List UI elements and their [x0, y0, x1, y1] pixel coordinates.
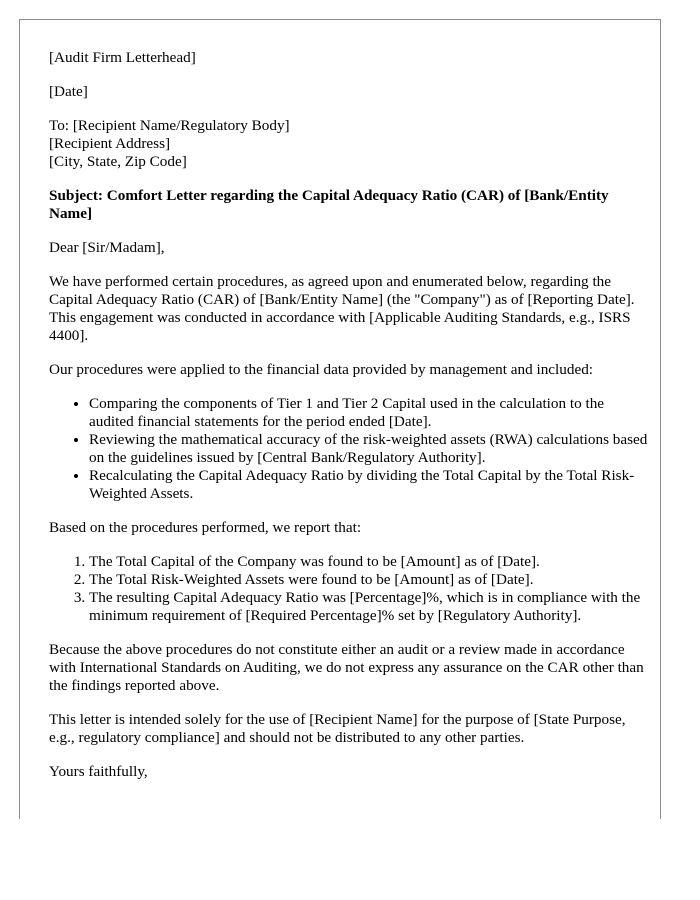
letter-body — [49, 49, 649, 797]
salutation: Dear [Sir/Madam], — [49, 239, 165, 256]
letterhead: [Audit Firm Letterhead] — [49, 49, 196, 66]
procedure-item: • Comparing the components of Tier 1 and Tier 2 Capital used in the calculation to the audited financial statements for the period ended [Date]. — [89, 395, 649, 431]
findings-list — [49, 553, 649, 625]
finding-item: 3. The resulting Capital Adequacy Ratio was [Percentage]%, which is in compliance with the minimum requirement of [Required Percentage]% set by [Regulatory Authority]. — [89, 589, 649, 625]
letter-date: [Date] — [49, 83, 88, 100]
procedures-intro: Our procedures were applied to the financial data provided by management and included: — [49, 361, 594, 378]
finding-item: 1. The Total Capital of the Company was found to be [Amount] as of [Date]. — [89, 553, 649, 571]
restriction-paragraph: This letter is intended solely for the use of [Recipient Name] for the purpose of [State Purpose, e.g., regulatory compliance] and should not be distributed to any other parties. — [49, 711, 626, 746]
recipient-address: [Recipient Address] — [49, 135, 171, 152]
procedure-item: • Reviewing the mathematical accuracy of the risk-weighted assets (RWA) calculations based on the guidelines issued by [Central Bank/Regulatory Authority]. — [89, 431, 649, 467]
recipient-name: To: [Recipient Name/Regulatory Body] — [49, 117, 290, 134]
finding-item: 2. The Total Risk-Weighted Assets were found to be [Amount] as of [Date]. — [89, 571, 649, 589]
disclaimer-paragraph: Because the above procedures do not constitute either an audit or a review made in accordance with International Standards on Auditing, we do not express any assurance on the CAR other than the findings reported above. — [49, 641, 644, 694]
closing: Yours faithfully, — [49, 763, 148, 780]
findings-intro: Based on the procedures performed, we report that: — [49, 519, 362, 536]
letter-page — [19, 19, 661, 819]
intro-paragraph: We have performed certain procedures, as agreed upon and enumerated below, regarding the Capital Adequacy Ratio (CAR) of [Bank/Entity Name] (the "Company") as of [Reporting Date]. This engagement was conducted in accordance with [Applicable Auditing Standards, e.g., ISRS 4400]. — [49, 273, 635, 344]
subject-line: Subject: Comfort Letter regarding the Capital Adequacy Ratio (CAR) of [Bank/Entity Name] — [49, 187, 609, 222]
recipient-city-state-zip: [City, State, Zip Code] — [49, 153, 187, 170]
recipient-block — [49, 117, 649, 171]
procedures-list — [49, 395, 649, 503]
procedure-item: • Recalculating the Capital Adequacy Ratio by dividing the Total Capital by the Total Risk-Weighted Assets. — [89, 467, 649, 503]
